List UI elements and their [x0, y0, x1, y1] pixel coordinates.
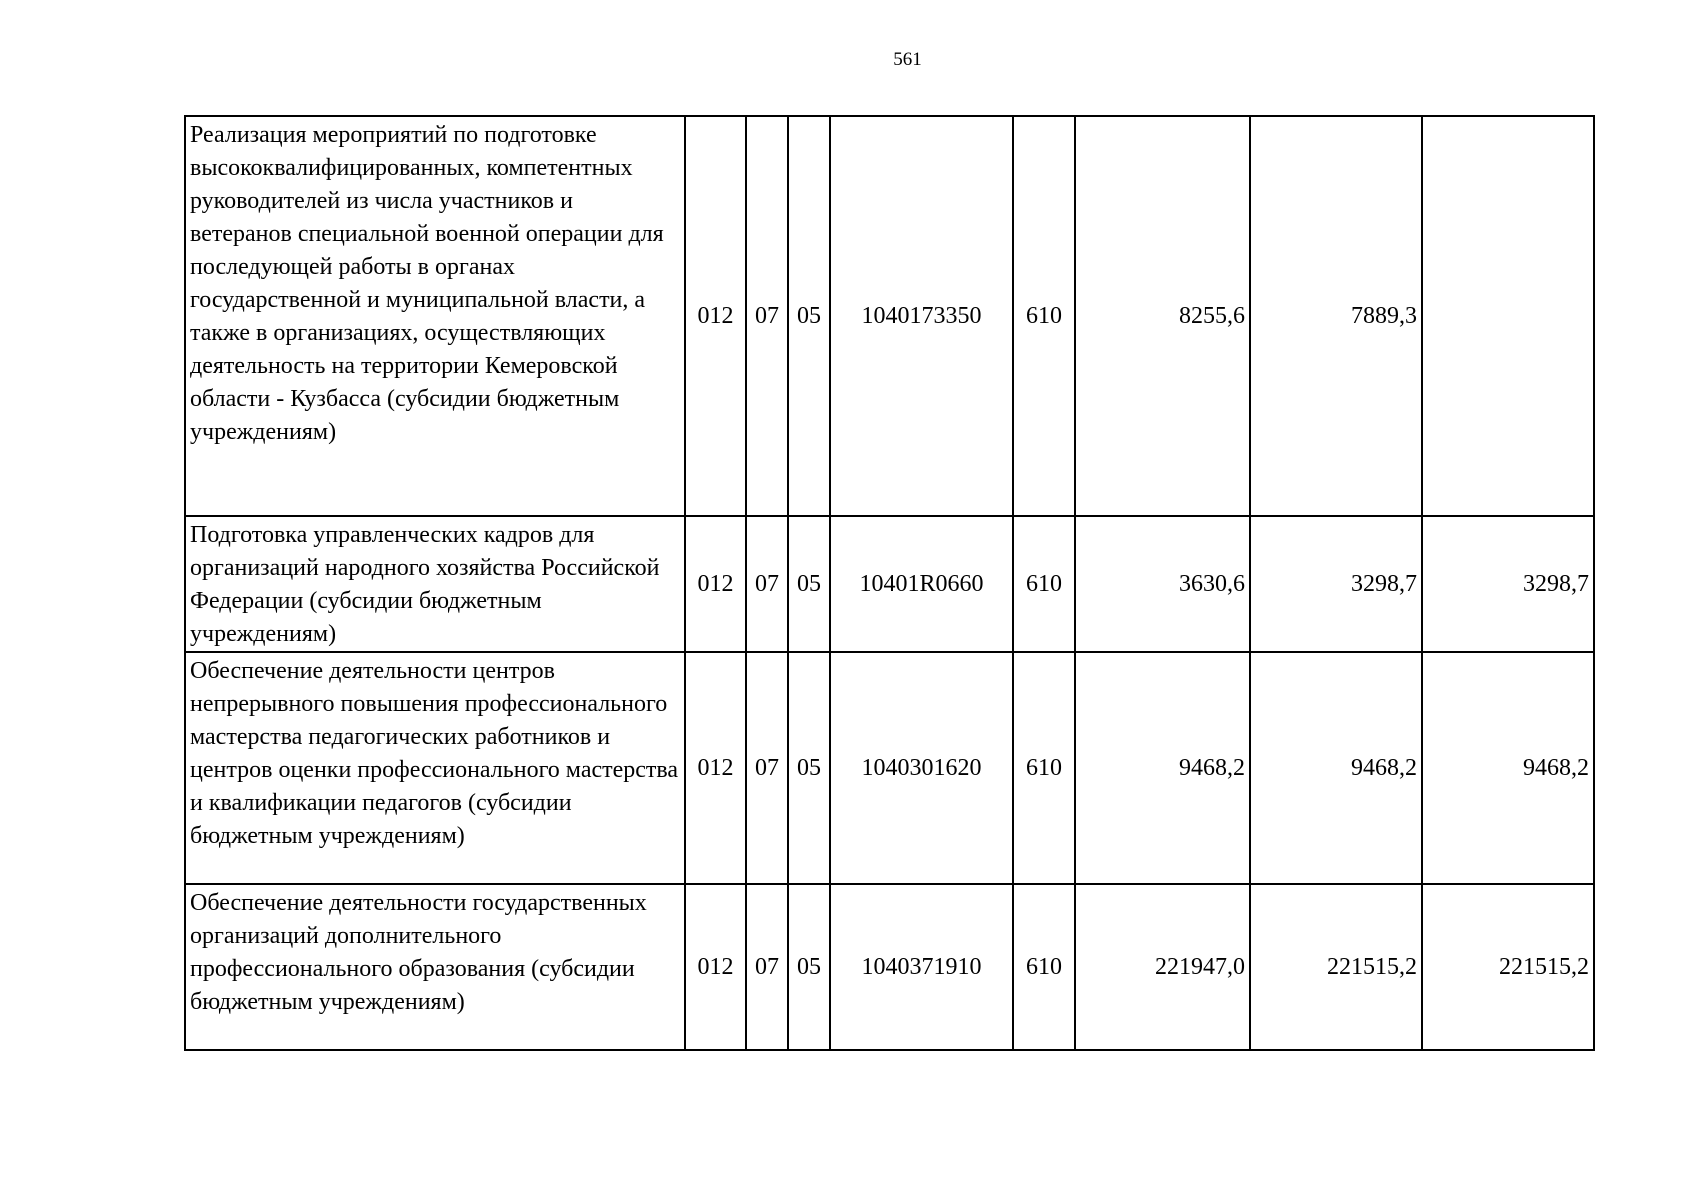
- amount-1-cell: 8255,6: [1075, 116, 1250, 516]
- subsection-code-cell: 05: [788, 116, 830, 516]
- subsection-code-cell: 05: [788, 516, 830, 652]
- amount-1-cell: 221947,0: [1075, 884, 1250, 1050]
- amount-3-cell: [1422, 116, 1594, 516]
- table-row: [185, 516, 1594, 652]
- expense-type-cell: 610: [1013, 516, 1075, 652]
- target-article-cell: 1040173350: [830, 116, 1013, 516]
- subsection-code-cell: 05: [788, 652, 830, 884]
- amount-1-cell: 9468,2: [1075, 652, 1250, 884]
- amount-2-cell: 221515,2: [1250, 884, 1422, 1050]
- ministry-code-cell: 012: [685, 884, 746, 1050]
- section-code-cell: 07: [746, 884, 788, 1050]
- expense-type-cell: 610: [1013, 652, 1075, 884]
- expense-name-cell: Обеспечение деятельности центров непрерывного повышения профессионального мастерства педагогических работников и центров оценки профессионального мастерства и квалификации педагогов (субсидии бюджетным учреждениям): [185, 652, 685, 884]
- section-code-cell: 07: [746, 652, 788, 884]
- section-code-cell: 07: [746, 116, 788, 516]
- ministry-code-cell: 012: [685, 516, 746, 652]
- table-row: [185, 116, 1594, 516]
- amount-1-cell: 3630,6: [1075, 516, 1250, 652]
- target-article-cell: 1040301620: [830, 652, 1013, 884]
- target-article-cell: 1040371910: [830, 884, 1013, 1050]
- budget-table: [184, 115, 1595, 1051]
- ministry-code-cell: 012: [685, 116, 746, 516]
- expense-type-cell: 610: [1013, 884, 1075, 1050]
- amount-2-cell: 7889,3: [1250, 116, 1422, 516]
- amount-2-cell: 3298,7: [1250, 516, 1422, 652]
- expense-type-cell: 610: [1013, 116, 1075, 516]
- target-article-cell: 10401R0660: [830, 516, 1013, 652]
- ministry-code-cell: 012: [685, 652, 746, 884]
- expense-name-cell: Подготовка управленческих кадров для организаций народного хозяйства Российской Федерации (субсидии бюджетным учреждениям): [185, 516, 685, 652]
- amount-3-cell: 3298,7: [1422, 516, 1594, 652]
- expense-name-cell: Реализация мероприятий по подготовке высококвалифицированных, компетентных руководителей из числа участников и ветеранов специальной военной операции для последующей работы в органах государственной и муниципальной власти, а также в организациях, осуществляющих деятельность на территории Кемеровской области - Кузбасса (субсидии бюджетным учреждениям): [185, 116, 685, 516]
- expense-name-cell: Обеспечение деятельности государственных организаций дополнительного профессионального образования (субсидии бюджетным учреждениям): [185, 884, 685, 1050]
- subsection-code-cell: 05: [788, 884, 830, 1050]
- amount-2-cell: 9468,2: [1250, 652, 1422, 884]
- table-row: [185, 652, 1594, 884]
- section-code-cell: 07: [746, 516, 788, 652]
- page-number: 561: [893, 49, 922, 70]
- table-row: [185, 884, 1594, 1050]
- amount-3-cell: 221515,2: [1422, 884, 1594, 1050]
- amount-3-cell: 9468,2: [1422, 652, 1594, 884]
